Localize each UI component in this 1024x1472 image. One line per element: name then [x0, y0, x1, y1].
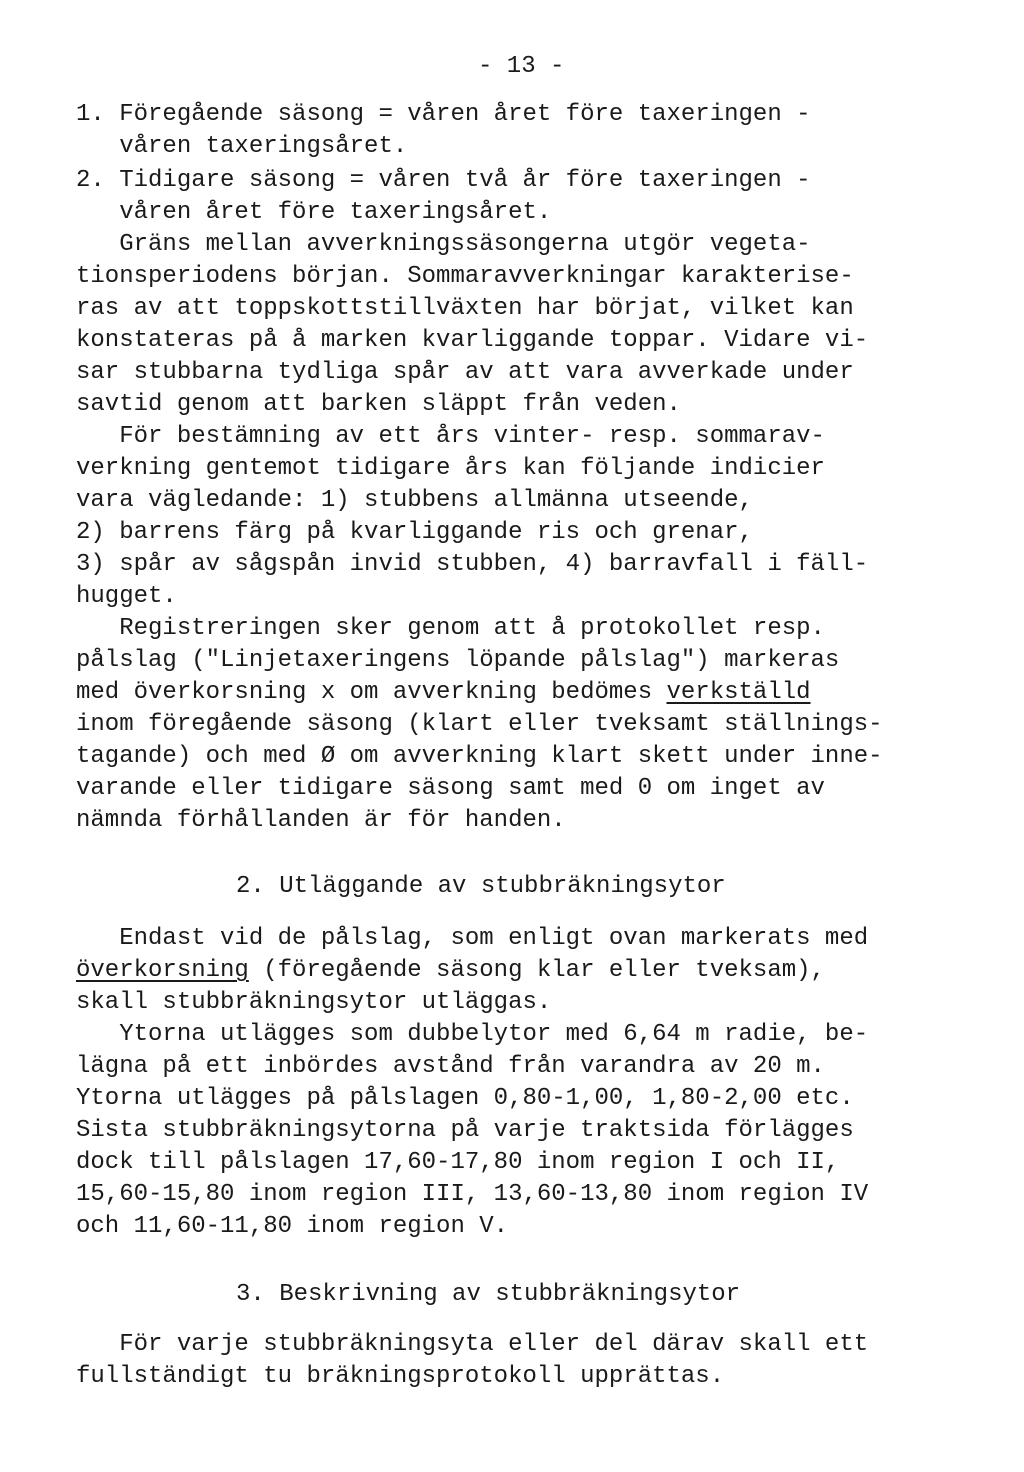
text-line: tagande) och med Ø om avverkning klart skett under inne- [76, 743, 883, 770]
text-line: För varje stubbräkningsyta eller del därav skall ett [76, 1331, 869, 1358]
text-line: dock till pålslagen 17,60-17,80 inom region I och II, [76, 1149, 840, 1176]
text-line: våren taxeringsåret. [76, 133, 408, 160]
text-line: fullständigt tu bräkningsprotokoll upprättas. [76, 1363, 725, 1390]
text-line: ras av att toppskottstillväxten har börjat, vilket kan [76, 295, 854, 322]
text-line: pålslag ("Linjetaxeringens löpande pålslag") markeras [76, 647, 840, 674]
text-line: 2) barrens färg på kvarliggande ris och grenar, [76, 519, 753, 546]
text-line: Ytorna utlägges på pålslagen 0,80-1,00, 1,80-2,00 etc. [76, 1085, 854, 1112]
text-line: Gräns mellan avverkningssäsongerna utgör vegeta- [76, 231, 811, 258]
text-segment: med överkorsning x om avverkning bedömes [76, 679, 667, 706]
text-line: skall stubbräkningsytor utläggas. [76, 989, 552, 1016]
text-line [76, 956, 825, 986]
text-line: Ytorna utlägges som dubbelytor med 6,64 m radie, be- [76, 1021, 869, 1048]
text-line: nämnda förhållanden är för handen. [76, 807, 566, 834]
text-line: För bestämning av ett års vinter- resp. sommarav- [76, 423, 825, 450]
text-line: sar stubbarna tydliga spår av att vara avverkade under [76, 359, 854, 386]
page-number: - 13 - [478, 53, 565, 80]
text-line: vara vägledande: 1) stubbens allmänna utseende, [76, 487, 753, 514]
text-line: Endast vid de pålslag, som enligt ovan markerats med [76, 925, 869, 952]
text-line: 2. Tidigare säsong = våren två år före taxeringen - [76, 167, 811, 194]
underlined-term: överkorsning [76, 957, 249, 984]
text-line: 15,60-15,80 inom region III, 13,60-13,80 inom region IV [76, 1181, 869, 1208]
text-line: savtid genom att barken släppt från veden. [76, 391, 681, 418]
text-line: Sista stubbräkningsytorna på varje traktsida förlägges [76, 1117, 854, 1144]
section-2-heading: 2. Utläggande av stubbräkningsytor [236, 873, 726, 900]
text-segment: (föregående säsong klar eller tveksam), [248, 957, 825, 984]
text-line [76, 678, 811, 708]
underlined-term: verkställd [666, 679, 811, 706]
text-line: och 11,60-11,80 inom region V. [76, 1213, 509, 1240]
text-line: inom föregående säsong (klart eller tveksamt ställnings- [76, 711, 883, 738]
text-line: våren året före taxeringsåret. [76, 199, 552, 226]
text-line: lägna på ett inbördes avstånd från varandra av 20 m. [76, 1053, 825, 1080]
section-3-heading: 3. Beskrivning av stubbräkningsytor [236, 1281, 741, 1308]
text-line: varande eller tidigare säsong samt med 0 om inget av [76, 775, 825, 802]
text-line: 3) spår av sågspån invid stubben, 4) barravfall i fäll- [76, 551, 869, 578]
text-line: verkning gentemot tidigare års kan följande indicier [76, 455, 825, 482]
text-line: tionsperiodens början. Sommaravverkningar karakterise- [76, 263, 854, 290]
text-line: konstateras på å marken kvarliggande toppar. Vidare vi- [76, 327, 869, 354]
text-line: 1. Föregående säsong = våren året före taxeringen - [76, 101, 811, 128]
text-line: Registreringen sker genom att å protokollet resp. [76, 615, 825, 642]
text-line: hugget. [76, 583, 177, 610]
